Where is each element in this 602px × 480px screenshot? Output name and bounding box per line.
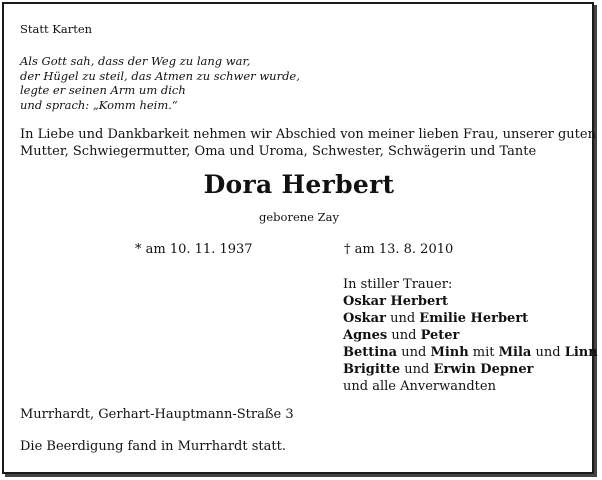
mourner-line xyxy=(343,310,598,327)
mourner-connector: mit xyxy=(468,345,499,360)
mourner-connector: und alle Anverwandten xyxy=(343,379,496,394)
mourner-line xyxy=(343,344,598,361)
mourner-line xyxy=(343,378,598,395)
mourner-name: Oskar xyxy=(343,311,386,326)
mourner-line xyxy=(343,361,598,378)
poem-line: der Hügel zu steil, das Atmen zu schwer wurde, xyxy=(20,68,300,83)
mourners-block xyxy=(343,276,598,395)
mourner-connector: und xyxy=(387,328,421,343)
mourner-name: Minh xyxy=(430,345,469,360)
address: Murrhardt, Gerhart-Hauptmann-Straße 3 xyxy=(20,407,294,422)
deceased-name: Dora Herbert xyxy=(203,170,395,199)
mourners-intro: In stiller Trauer: xyxy=(343,277,453,292)
mourner-connector: und xyxy=(400,362,434,377)
intro-text xyxy=(20,126,596,160)
birth-date: * am 10. 11. 1937 xyxy=(135,242,253,257)
mourner-name: Emilie Herbert xyxy=(419,311,529,326)
mourner-name: Mila xyxy=(498,345,532,360)
poem-line: Als Gott sah, dass der Weg zu lang war, xyxy=(20,54,251,68)
poem xyxy=(20,54,300,112)
mourner-name: Erwin Depner xyxy=(433,362,534,377)
mourner-name: Bettina xyxy=(343,345,398,360)
mourner-connector: und xyxy=(397,345,431,360)
mourner-name: Peter xyxy=(420,328,460,343)
mourner-connector: und xyxy=(531,345,565,360)
mourner-name: Oskar Herbert xyxy=(343,294,449,309)
mourner-line xyxy=(343,293,598,310)
mourner-connector: und xyxy=(385,311,420,326)
poem-line: legte er seinen Arm um dich xyxy=(20,83,186,97)
mourner-name: Agnes xyxy=(343,328,388,343)
mourner-name: Linn xyxy=(564,345,598,360)
death-date: † am 13. 8. 2010 xyxy=(344,242,454,257)
intro-line: Mutter, Schwiegermutter, Oma und Uroma, Schwester, Schwägerin und Tante xyxy=(20,144,537,159)
mourner-line xyxy=(343,327,598,344)
poem-line: und sprach: „Komm heim.“ xyxy=(20,97,178,112)
intro-line: In Liebe und Dankbarkeit nehmen wir Abschied von meiner lieben Frau, unserer guten xyxy=(20,127,596,142)
funeral-note: Die Beerdigung fand in Murrhardt statt. xyxy=(20,439,286,454)
mourner-name: Brigitte xyxy=(343,362,401,377)
header-note: Statt Karten xyxy=(20,22,93,36)
mourner-list xyxy=(343,293,598,395)
maiden-name: geborene Zay xyxy=(259,210,339,224)
